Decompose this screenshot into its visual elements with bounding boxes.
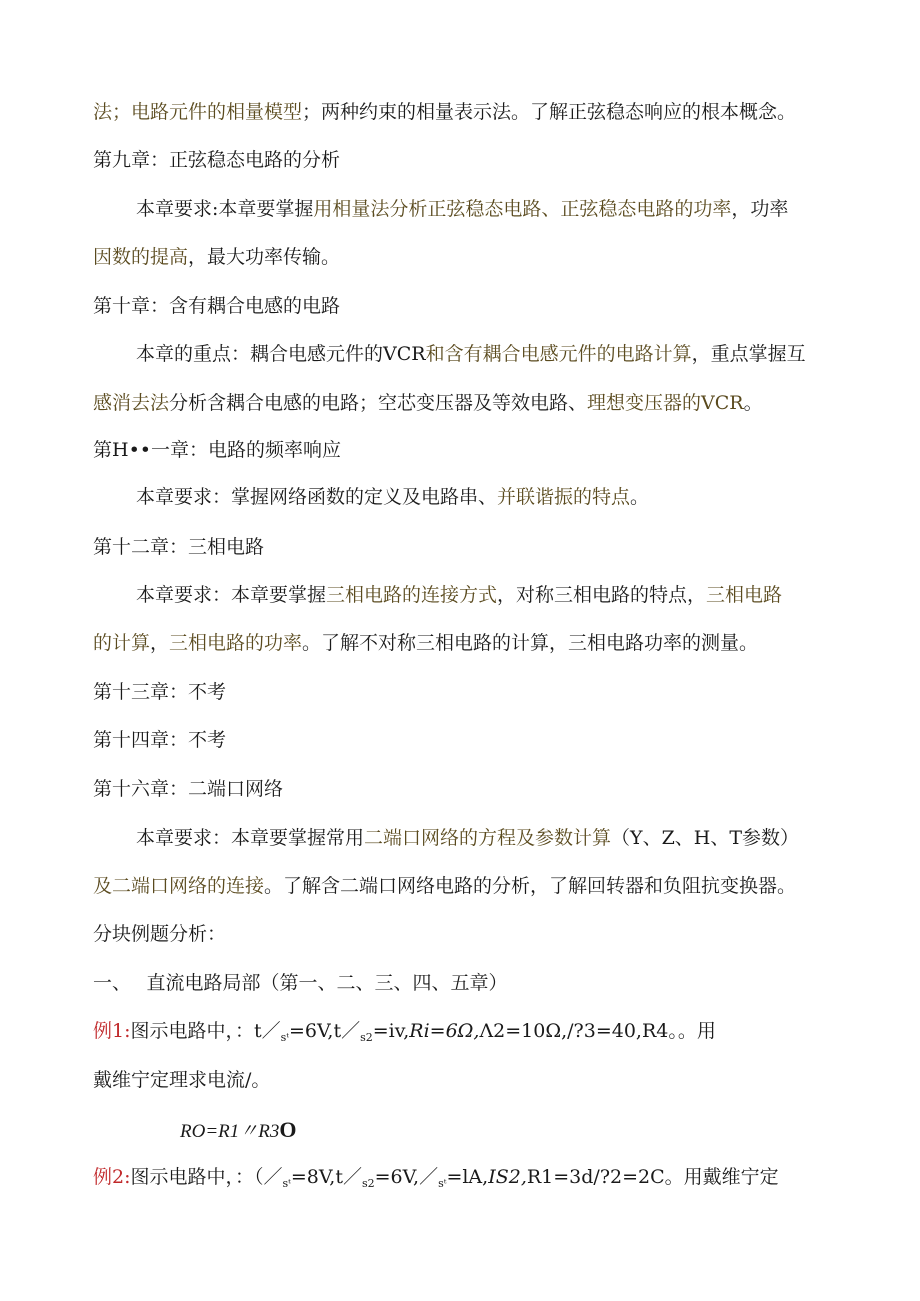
chapter-10-heading: 第十章：含有耦合电感的电路 [93, 295, 341, 317]
examples-heading: 分块例题分析： [93, 923, 227, 945]
chapter-9-heading: 第九章：正弦稳态电路的分析 [93, 149, 341, 171]
example-2-label: 例2: [93, 1166, 131, 1188]
text-line-1: 法；电路元件的相量模型；两种约束的相量表示法。了解正弦稳态响应的根本概念。 [93, 101, 797, 123]
text-line-9: 本章要求：掌握网络函数的定义及电路串、并联谐振的特点。 [136, 486, 650, 508]
circle-glyph: O [279, 1117, 297, 1142]
chapter-12-heading: 第十二章：三相电路 [93, 536, 265, 558]
text-line-7: 感消去法分析含耦合电感的电路；空芯变压器及等效电路、理想变压器的VCR。 [93, 392, 763, 414]
text-line-3: 本章要求:本章要掌握用相量法分析正弦稳态电路、正弦稳态电路的功率，功率 [136, 198, 789, 220]
text-line-12: 的计算，三相电路的功率。了解不对称三相电路的计算，三相电路功率的测量。 [93, 632, 759, 654]
example-1-label: 例1: [93, 1020, 131, 1042]
example-1-line: 例1:图示电路中，：$t/_{sᵗ}=6V,t/_{s2}=iv,Ri=6\Omega,\Lambda 2=10\Omega,/?3=40,R4$。。用 [93, 1020, 716, 1044]
chapter-14-heading: 第十四章：不考 [93, 729, 227, 751]
example-2-line: 例2:图示电路中，：（$/_{sᵗ}=8V,t/_{s2}=6V,/_{sᵗ}=lA,IS2,R1=3d/?2=2C$。用戴维宁定 [93, 1166, 779, 1190]
text-line-11: 本章要求：本章要掌握三相电路的连接方式，对称三相电路的特点，三相电路 [136, 584, 783, 606]
chapter-11-heading: 第H••一章：电路的频率响应 [93, 439, 341, 461]
example-1-line-2: 戴维宁定理求电流/。 [93, 1069, 271, 1091]
formula-line: RO=R1〃R3O [180, 1117, 297, 1142]
section-1-heading: 一、 直流电路局部（第一、二、三、四、五章） [93, 972, 508, 994]
text-line-4: 因数的提高，最大功率传输。 [93, 246, 341, 268]
chapter-13-heading: 第十三章：不考 [93, 681, 227, 703]
text-line-16: 本章要求：本章要掌握常用二端口网络的方程及参数计算（Y、Z、H、T参数） [136, 827, 800, 849]
text-line-6: 本章的重点：耦合电感元件的VCR和含有耦合电感元件的电路计算，重点掌握互 [136, 343, 806, 365]
text-line-17: 及二端口网络的连接。了解含二端口网络电路的分析，了解回转器和负阻抗变换器。 [93, 875, 797, 897]
chapter-16-heading: 第十六章：二端口网络 [93, 778, 284, 800]
